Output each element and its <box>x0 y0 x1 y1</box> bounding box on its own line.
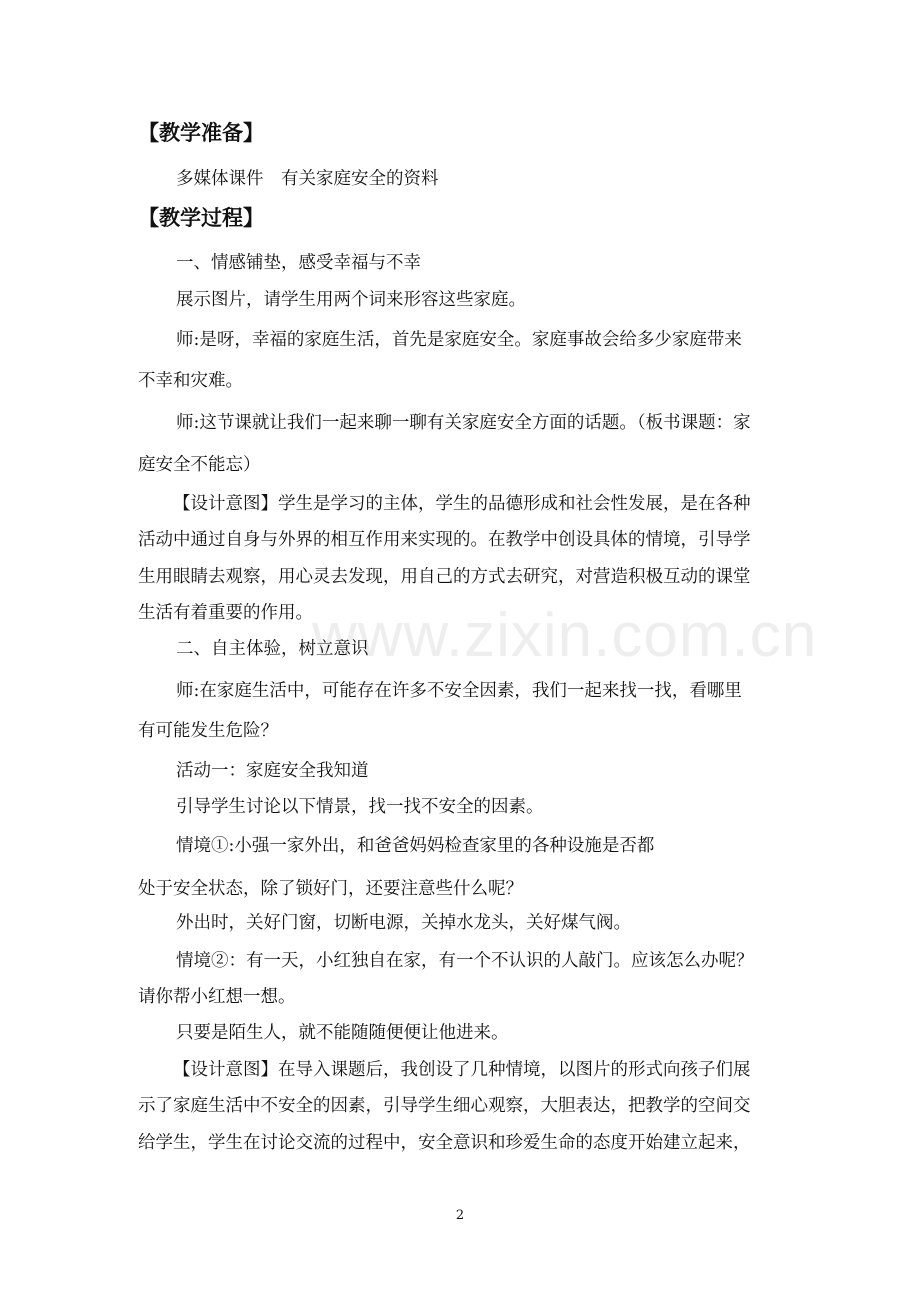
section-heading-process: 【教学过程】 <box>138 206 264 230</box>
scenario-answer: 只要是陌生人，就不能随随便便让他进来。 <box>176 1023 509 1043</box>
design-intent-line: 示了家庭生活中不安全的因素，引导学生细心观察，大胆表达，把教学的空间交 <box>138 1096 751 1116</box>
preparation-items: 多媒体课件 有关家庭安全的资料 <box>176 169 439 189</box>
design-intent-line: 生用眼睛去观察，用心灵去发现，用自己的方式去研究，对营造积极互动的课堂 <box>138 567 751 587</box>
paragraph-line: 引导学生讨论以下情景，找一找不安全的因素。 <box>176 797 544 817</box>
design-intent-line: 生活有着重要的作用。 <box>138 603 313 623</box>
scenario-answer: 外出时，关好门窗，切断电源，关掉水龙头，关好煤气阀。 <box>176 913 631 933</box>
page-number: 2 <box>455 1208 465 1223</box>
subsection-title: 二、自主体验，树立意识 <box>176 639 369 659</box>
design-intent-line: 【设计意图】在导入课题后，我创设了几种情境，以图片的形式向孩子们展 <box>173 1060 751 1080</box>
design-intent-line: 给学生，学生在讨论交流的过程中，安全意识和珍爱生命的态度开始建立起来， <box>138 1133 751 1153</box>
scenario-line: 请你帮小红想一想。 <box>138 987 296 1007</box>
paragraph-line: 师:是呀，幸福的家庭生活，首先是家庭安全。家庭事故会给多少家庭带来 <box>176 330 742 350</box>
design-intent-line: 活动中通过自身与外界的相互作用来实现的。在教学中创设具体的情境，引导学 <box>138 530 751 550</box>
paragraph-line: 不幸和灾难。 <box>138 371 243 391</box>
scenario-line: 情境①:小强一家外出，和爸爸妈妈检查家里的各种设施是否都 <box>176 836 655 856</box>
watermark: www.zixin.com.cn <box>312 601 818 670</box>
paragraph-line: 师:在家庭生活中，可能存在许多不安全因素，我们一起来找一找，看哪里 <box>176 681 742 701</box>
subsection-title: 一、情感铺垫，感受幸福与不幸 <box>176 253 421 273</box>
paragraph-line: 展示图片，请学生用两个词来形容这些家庭。 <box>176 290 526 310</box>
scenario-line: 处于安全状态，除了锁好门，还要注意些什么呢？ <box>138 879 523 899</box>
paragraph-line: 有可能发生危险？ <box>138 721 278 741</box>
design-intent-line: 【设计意图】学生是学习的主体，学生的品德形成和社会性发展，是在各种 <box>173 494 751 514</box>
section-heading-preparation: 【教学准备】 <box>138 121 264 145</box>
activity-title: 活动一：家庭安全我知道 <box>176 761 369 781</box>
paragraph-line: 庭安全不能忘） <box>138 455 261 475</box>
scenario-line: 情境②：有一天，小红独自在家，有一个不认识的人敲门。应该怎么办呢？ <box>176 951 754 971</box>
paragraph-line: 师:这节课就让我们一起来聊一聊有关家庭安全方面的话题。（板书课题：家 <box>176 413 751 433</box>
